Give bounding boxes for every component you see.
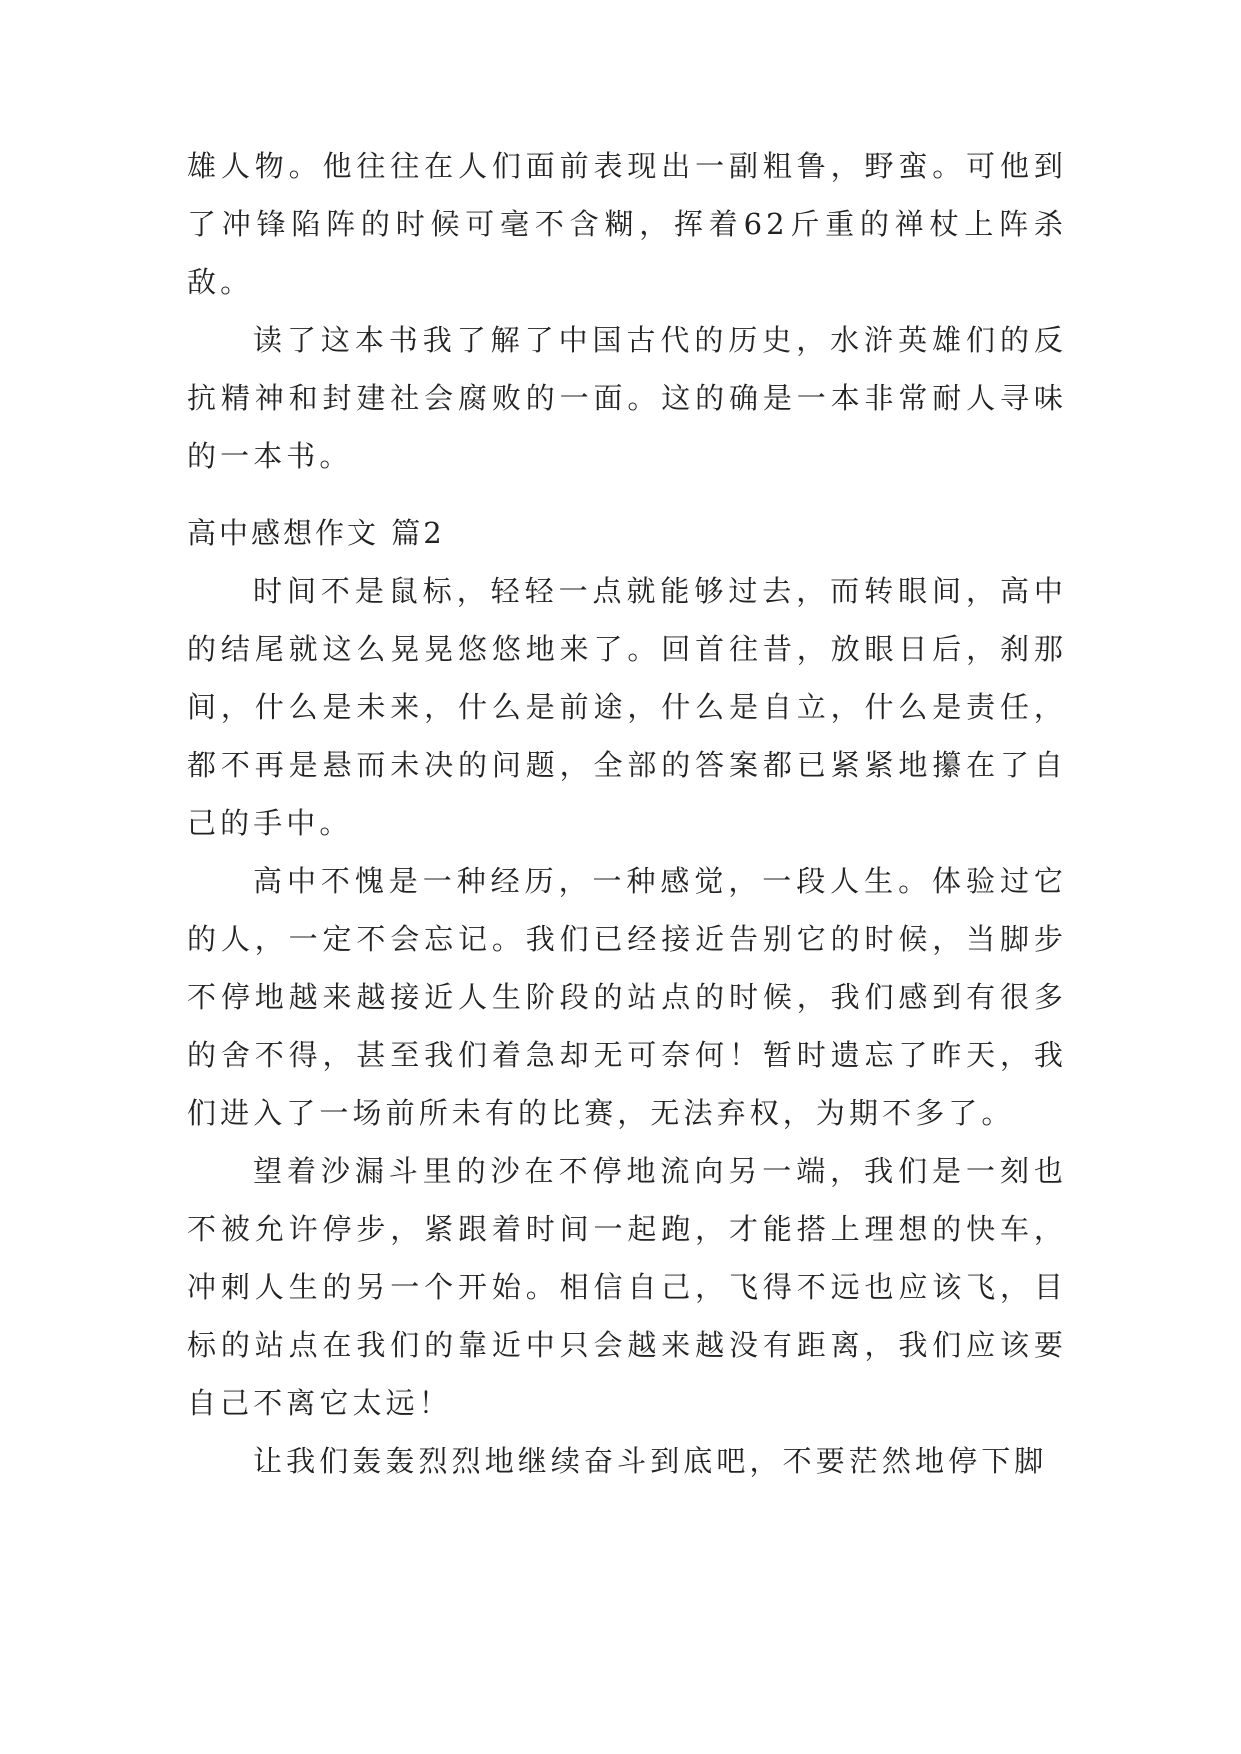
body-paragraph: 让我们轰轰烈烈地继续奋斗到底吧，不要茫然地停下脚 [253,1444,1048,1478]
section-2-body [187,504,1067,1490]
body-paragraph: 望着沙漏斗里的沙在不停地流向另一端，我们是一刻也不被允许停步，紧跟着时间一起跑，才能搭上理想的快车，冲刺人生的另一个开始。相信自己，飞得不远也应该飞，目标的站点在我们的靠近中只会越来越没有距离，我们应该要自己不离它太远！ [187,1154,1067,1420]
body-paragraph: 雄人物。他往往在人们面前表现出一副粗鲁，野蛮。可他到了冲锋陷阵的时候可毫不含糊，挥着62斤重的禅杖上阵杀敌。 [187,149,1067,299]
body-paragraph: 读了这本书我了解了中国古代的历史，水浒英雄们的反抗精神和封建社会腐败的一面。这的确是一本非常耐人寻味的一本书。 [187,323,1067,473]
body-paragraph: 高中不愧是一种经历，一种感觉，一段人生。体验过它的人，一定不会忘记。我们已经接近告别它的时候，当脚步不停地越来越接近人生阶段的站点的时候，我们感到有很多的舍不得，甚至我们着急却无可奈何！暂时遗忘了昨天，我们进入了一场前所未有的比赛，无法弃权，为期不多了。 [187,864,1067,1130]
section-heading: 高中感想作文 篇2 [187,516,445,550]
section-1-body [187,137,1067,485]
body-paragraph: 时间不是鼠标，轻轻一点就能够过去，而转眼间，高中的结尾就这么晃晃悠悠地来了。回首往昔，放眼日后，刹那间，什么是未来，什么是前途，什么是自立，什么是责任，都不再是悬而未决的问题，全部的答案都已紧紧地攥在了自己的手中。 [187,574,1067,840]
